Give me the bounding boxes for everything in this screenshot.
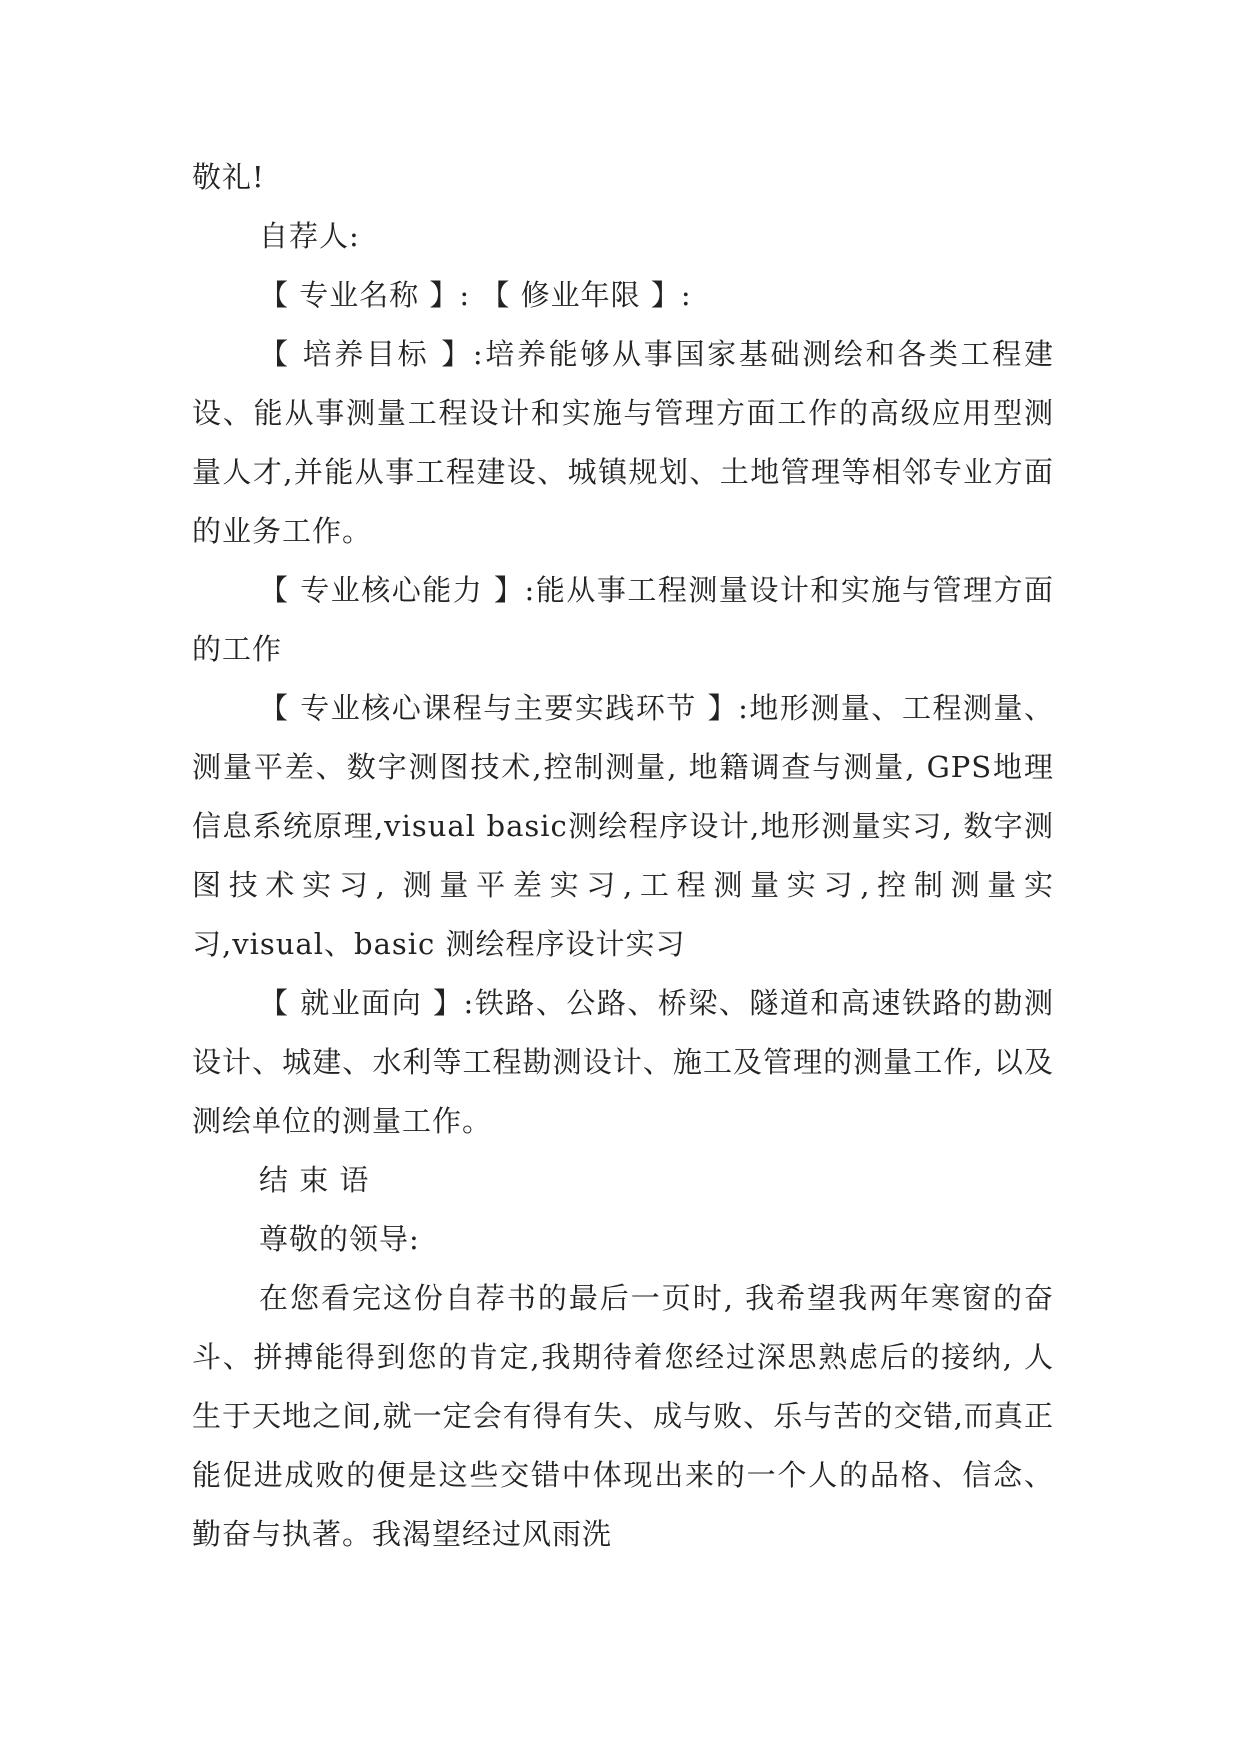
training-goal-paragraph: 【 培养目标 】:培养能够从事国家基础测绘和各类工程建设、能从事测量工程设计和实施与管理方面工作的高级应用型测量人才,并能从事工程建设、城镇规划、土地管理等相邻专业方面的业务工作。 (192, 337, 1054, 548)
employment-paragraph: 【 就业面向 】:铁路、公路、桥梁、隧道和高速铁路的勘测设计、城建、水利等工程勘测设计、施工及管理的测量工作, 以及测绘单位的测量工作。 (192, 986, 1054, 1138)
conclusion-heading: 结 束 语 (259, 1163, 370, 1197)
core-ability-paragraph: 【 专业核心能力 】:能从事工程测量设计和实施与管理方面的工作 (192, 573, 1054, 666)
closing-salute: 敬礼! (192, 160, 265, 194)
conclusion-paragraph: 在您看完这份自荐书的最后一页时, 我希望我两年寒窗的奋斗、拼搏能得到您的肯定,我期待着您经过深思熟虑后的接纳, 人生于天地之间,就一定会有得有失、成与败、乐与苦的交错,而真正能促进成败的便是这些交错中体现出来的一个人的品格、信念、勤奋与执著。我渴望经过风雨洗 (192, 1281, 1054, 1551)
salutation: 尊敬的领导: (259, 1222, 420, 1256)
document-body (192, 148, 1054, 1564)
core-courses-paragraph: 【 专业核心课程与主要实践环节 】:地形测量、工程测量、测量平差、数字测图技术,控制测量, 地籍调查与测量, GPS地理信息系统原理,visual basic测绘程序设计,地形测量实习, 数字测图技术实习, 测量平差实习,工程测量实习,控制测量实习,visual、basic 测绘程序设计实习 (192, 691, 1054, 961)
self-recommender-line: 自荐人: (259, 219, 360, 253)
major-name-duration-line: 【 专业名称 】: 【 修业年限 】: (259, 278, 692, 312)
